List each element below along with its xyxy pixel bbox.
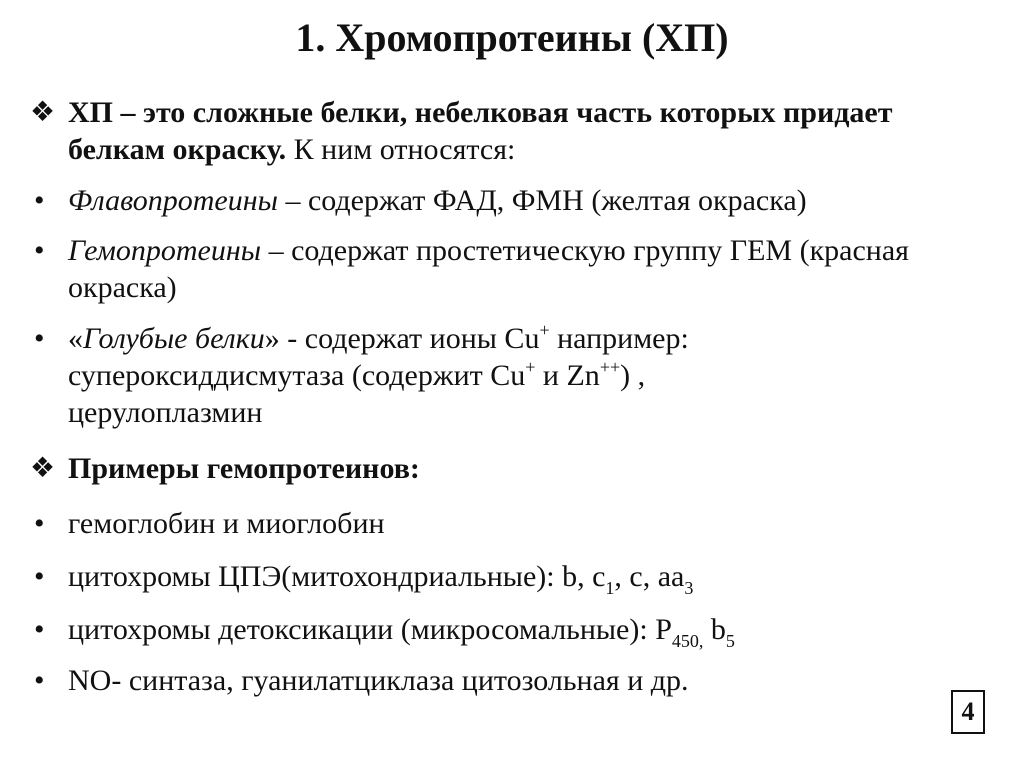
round-bullet-icon: • [34, 234, 45, 267]
example-text: гемоглобин и миоглобин [68, 507, 385, 540]
diamond-bullet-icon: ❖ [30, 453, 56, 484]
example-item-3 [30, 611, 984, 651]
subscript: 3 [684, 578, 694, 598]
example-item-4 [30, 662, 984, 699]
hemoproteins-term: Гемопротеины [68, 234, 262, 267]
page-number: 4 [951, 690, 985, 734]
example-text-mid: b [703, 613, 726, 646]
blue-proteins-line2: супероксиддисмутаза (содержит Cu [68, 359, 526, 392]
round-bullet-icon: • [34, 507, 45, 540]
example-text-mid: , c, aa [614, 560, 685, 593]
example-text: NO- синтаза, гуанилатциклаза цитозольная и др. [68, 664, 689, 697]
flavoproteins-desc: – содержат ФАД, ФМН (желтая окраска) [277, 184, 807, 217]
diamond-bullet-icon: ❖ [30, 97, 56, 128]
example-text: цитохромы ЦПЭ(митохондриальные): b, c [68, 560, 606, 593]
superscript: + [525, 357, 536, 377]
blue-proteins-desc-end: например: [549, 322, 689, 355]
blue-proteins-line3: церулоплазмин [68, 396, 263, 429]
blue-proteins-term: Голубые белки [83, 322, 265, 355]
blue-proteins-desc: - содержат ионы Cu [279, 322, 540, 355]
close-quote: » [264, 322, 280, 355]
examples-heading: Примеры гемопротеинов: [68, 452, 420, 485]
superscript: ++ [599, 357, 621, 377]
example-item-1 [30, 505, 984, 542]
round-bullet-icon: • [34, 322, 45, 355]
flavoproteins-term: Флавопротеины [68, 184, 278, 217]
round-bullet-icon: • [34, 184, 45, 217]
round-bullet-icon: • [34, 560, 45, 593]
definition-normal-text: К ним относятся: [286, 133, 516, 166]
examples-heading-item [30, 450, 984, 487]
list-item-blue-proteins [30, 320, 984, 431]
open-quote: « [68, 322, 83, 355]
blue-proteins-line2-mid: и Zn [535, 359, 600, 392]
definition-item [30, 94, 984, 168]
example-text: цитохромы детоксикации (микросомальные): P [68, 613, 672, 646]
slide-title: 1. Хромопротеины (ХП) [295, 15, 729, 60]
list-item-flavoproteins [30, 182, 984, 219]
hemoproteins-desc: – содержат простетическую группу ГЕМ (красная окраска) [68, 234, 909, 304]
blue-proteins-line2-end: ) , [620, 359, 646, 392]
superscript: + [539, 320, 550, 340]
list-item-hemoproteins [30, 232, 984, 306]
subscript: 5 [725, 631, 735, 651]
subscript: 450, [671, 631, 704, 651]
example-item-2 [30, 558, 984, 598]
definition-bold-text: ХП – это сложные белки, небелковая часть которых придает белкам окраску. [68, 96, 893, 166]
round-bullet-icon: • [34, 613, 45, 646]
subscript: 1 [605, 578, 615, 598]
round-bullet-icon: • [34, 664, 45, 697]
